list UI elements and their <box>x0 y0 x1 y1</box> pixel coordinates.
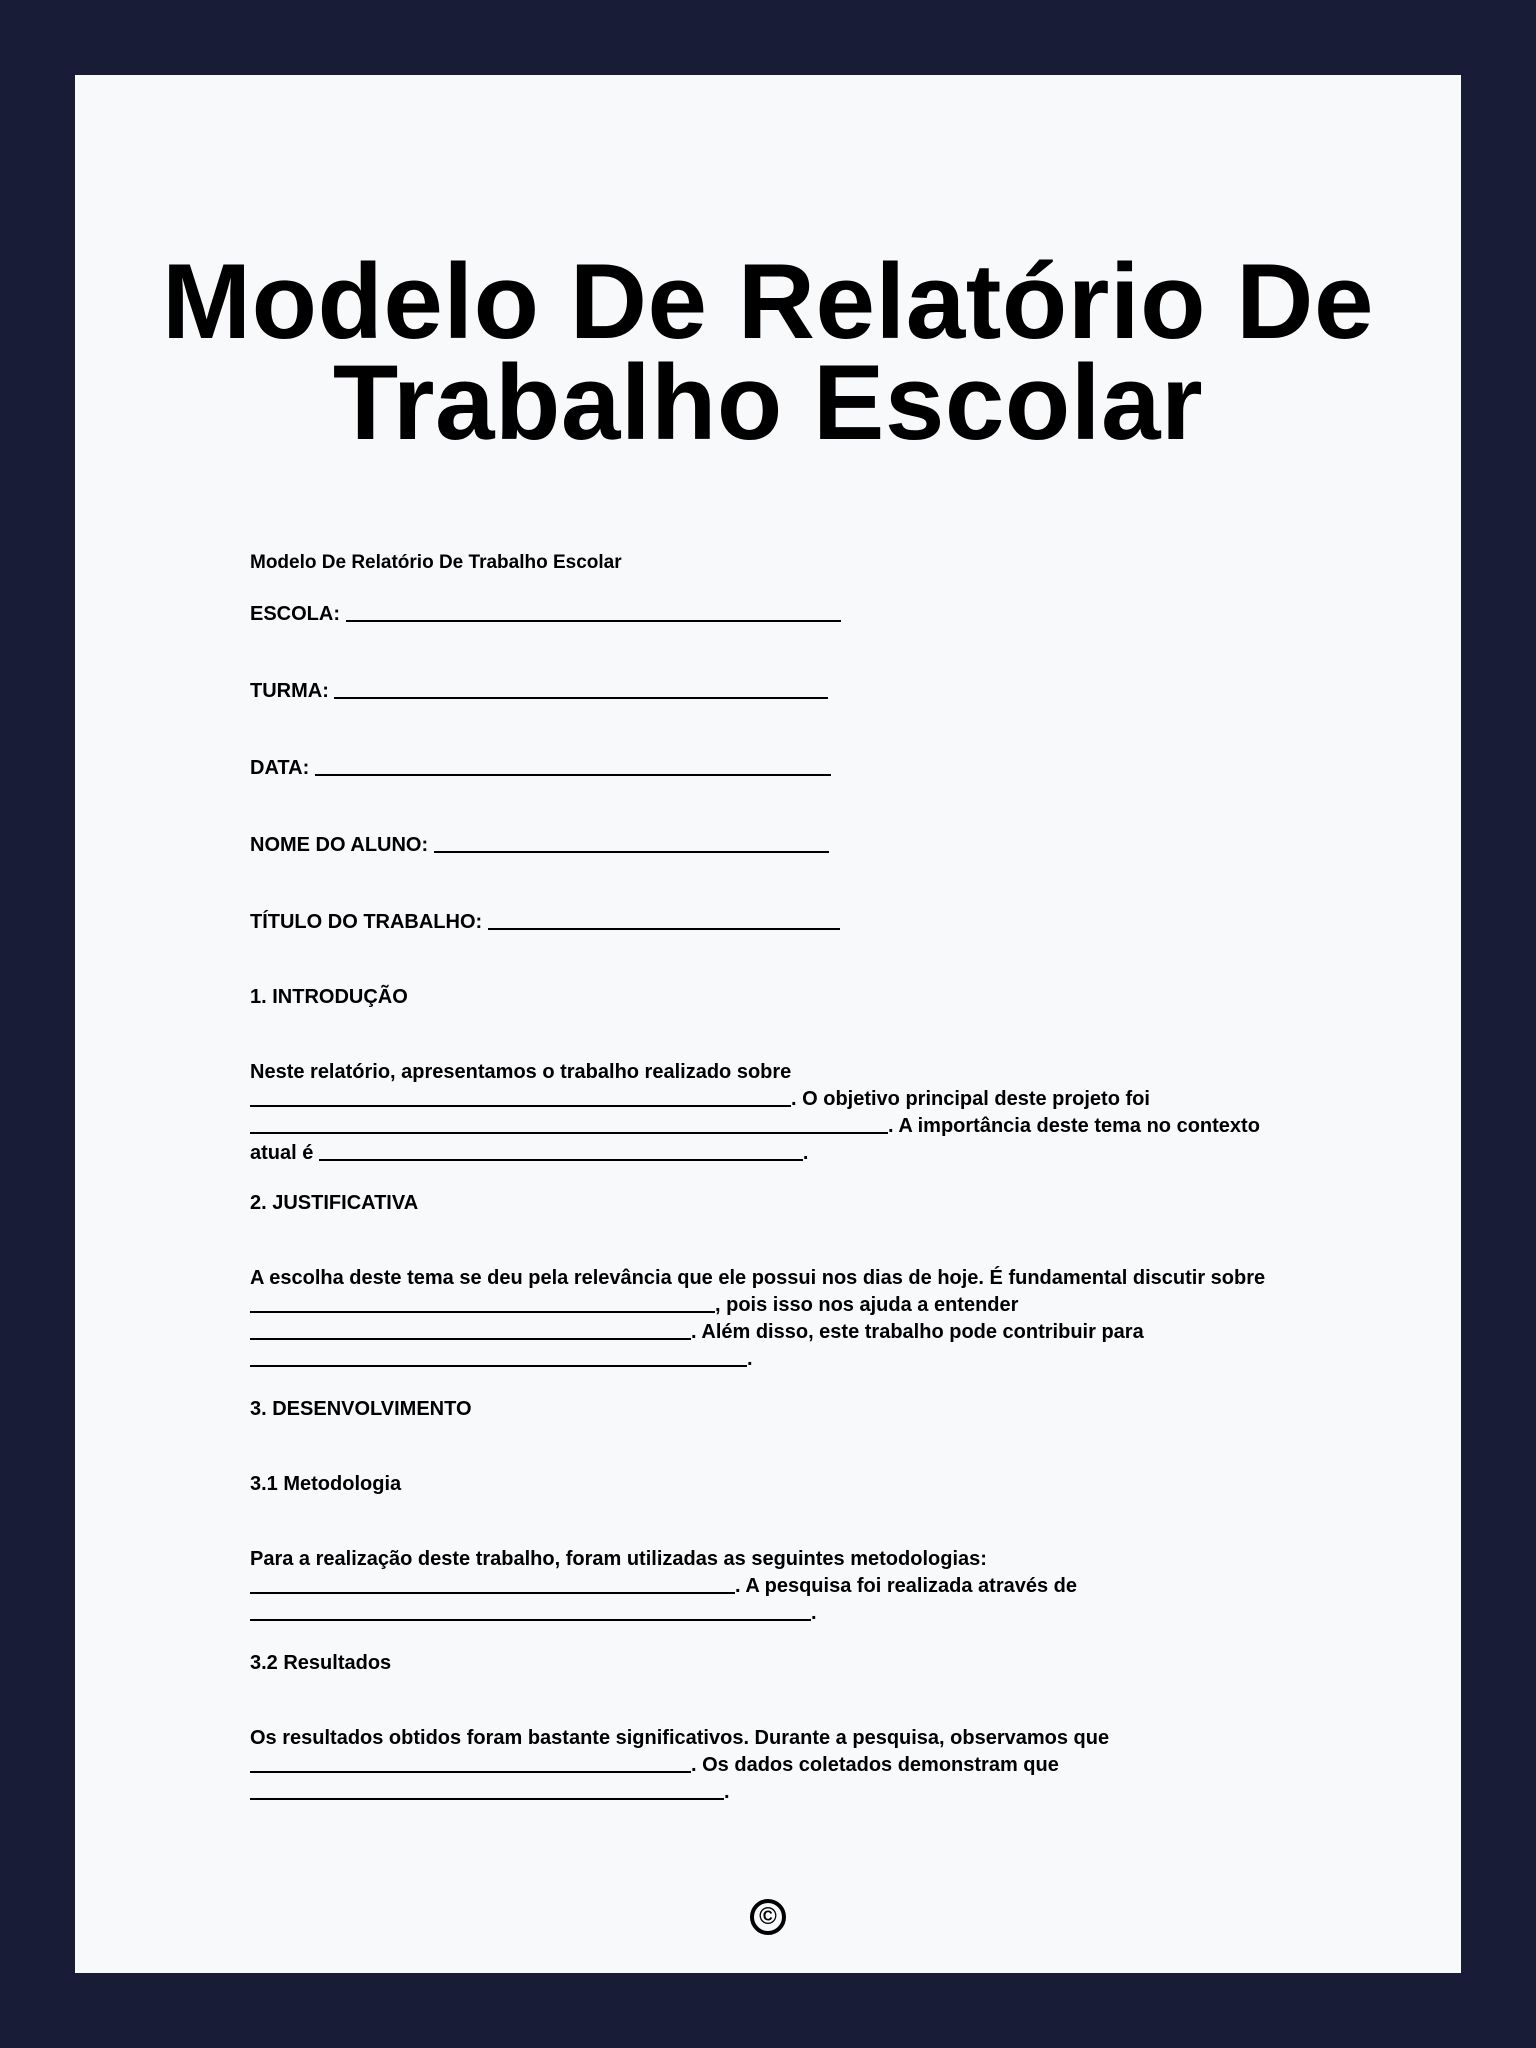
field-label: DATA: <box>250 757 310 779</box>
blank-line <box>250 1087 791 1107</box>
blank-line <box>250 1574 735 1594</box>
blank-line <box>250 1114 888 1134</box>
text-line <box>250 1599 1350 1626</box>
text-segment: , pois isso nos ajuda a entender <box>715 1294 1019 1316</box>
blank-line <box>434 833 829 853</box>
document-subtitle: Modelo De Relatório De Trabalho Escolar <box>250 552 622 573</box>
text-line: Os resultados obtidos foram bastante significativos. Durante a pesquisa, observamos que <box>250 1727 1110 1749</box>
text-segment: . Os dados coletados demonstram que <box>691 1754 1059 1776</box>
text-segment: . <box>811 1602 817 1624</box>
text-line <box>250 1318 1350 1345</box>
text-line <box>250 1572 1350 1599</box>
text-line <box>250 1345 1350 1372</box>
field-escola <box>250 600 1350 627</box>
blank-line <box>250 1601 811 1621</box>
paragraph-justificativa <box>250 1266 1350 1372</box>
blank-line <box>250 1293 715 1313</box>
text-line: Para a realização deste trabalho, foram utilizadas as seguintes metodologias: <box>250 1548 987 1570</box>
paragraph-resultados <box>250 1726 1350 1805</box>
text-segment: . <box>747 1348 753 1370</box>
field-label: ESCOLA: <box>250 603 340 625</box>
section-heading-resultados: 3.2 Resultados <box>250 1652 392 1674</box>
blank-line <box>488 910 840 930</box>
text-line <box>250 1085 1350 1112</box>
text-segment: . A pesquisa foi realizada através de <box>735 1575 1077 1597</box>
copyright-icon <box>75 1899 1461 1935</box>
document-content <box>250 550 1350 1830</box>
section-heading-introducao: 1. INTRODUÇÃO <box>250 986 408 1008</box>
text-line <box>250 1778 1350 1805</box>
field-label: TURMA: <box>250 680 329 702</box>
field-label: TÍTULO DO TRABALHO: <box>250 911 483 933</box>
field-nome-aluno <box>250 831 1350 858</box>
text-segment: . A importância deste tema no contexto <box>888 1115 1260 1137</box>
section-heading-justificativa: 2. JUSTIFICATIVA <box>250 1192 419 1214</box>
text-segment: atual é <box>250 1142 314 1164</box>
text-segment: . O objetivo principal deste projeto foi <box>791 1088 1150 1110</box>
blank-line <box>315 756 831 776</box>
text-line <box>250 1291 1350 1318</box>
title-line-2: Trabalho Escolar <box>332 342 1204 462</box>
text-line <box>250 1139 1350 1166</box>
paragraph-metodologia <box>250 1547 1350 1626</box>
field-label: NOME DO ALUNO: <box>250 834 429 856</box>
blank-line <box>334 679 828 699</box>
field-titulo-trabalho <box>250 908 1350 935</box>
copyright-symbol: © <box>750 1899 786 1935</box>
text-line: Neste relatório, apresentamos o trabalho realizado sobre <box>250 1061 792 1083</box>
blank-line <box>346 602 841 622</box>
text-segment: . <box>802 1142 809 1164</box>
text-line: A escolha deste tema se deu pela relevância que ele possui nos dias de hoje. É fundamental discutir sobre <box>250 1267 1266 1289</box>
blank-line <box>250 1347 747 1367</box>
section-heading-desenvolvimento: 3. DESENVOLVIMENTO <box>250 1398 472 1420</box>
document-title <box>75 241 1461 462</box>
blank-line <box>250 1753 691 1773</box>
field-turma <box>250 677 1350 704</box>
title-line-1: Modelo De Relatório De <box>162 241 1374 361</box>
section-heading-metodologia: 3.1 Metodologia <box>250 1473 402 1495</box>
text-segment: . Além disso, este trabalho pode contribuir para <box>691 1321 1144 1343</box>
field-data <box>250 754 1350 781</box>
blank-line <box>250 1780 724 1800</box>
text-line <box>250 1751 1350 1778</box>
blank-line <box>319 1141 803 1161</box>
text-line <box>250 1112 1350 1139</box>
text-segment: . <box>724 1781 730 1803</box>
paragraph-introducao <box>250 1060 1350 1166</box>
document-page <box>75 75 1461 1973</box>
blank-line <box>250 1320 691 1340</box>
